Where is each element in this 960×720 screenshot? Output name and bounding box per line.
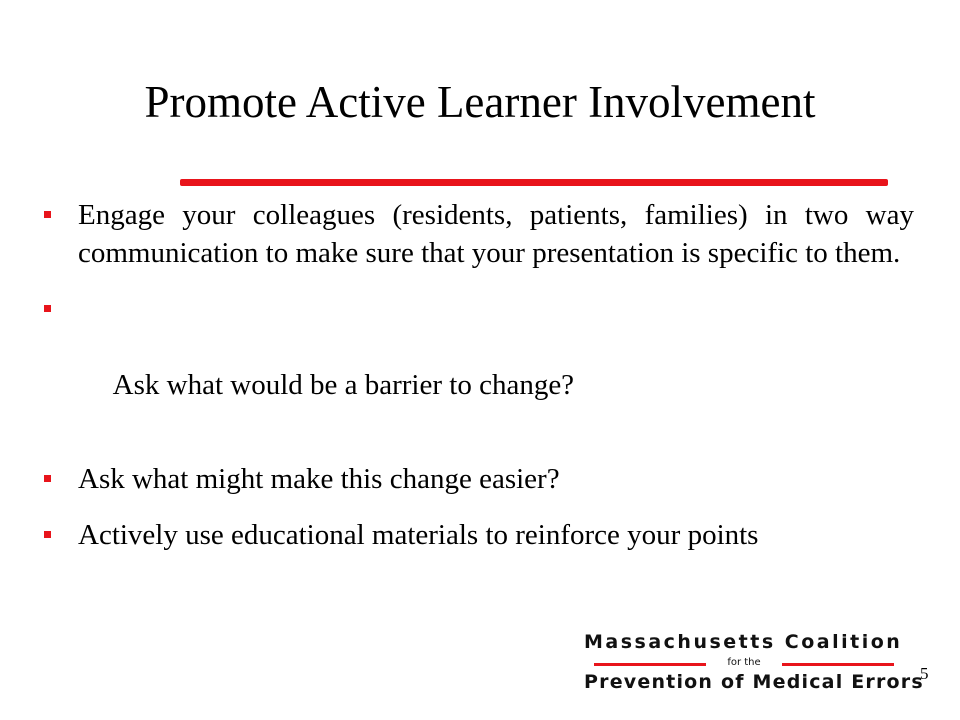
bullet-text: Ask what would be a barrier to change? bbox=[107, 369, 575, 401]
logo-connector-text: for the bbox=[727, 657, 761, 668]
bullet-list bbox=[44, 196, 914, 572]
square-bullet-icon bbox=[44, 475, 51, 482]
bullet-text: Ask what might make this change easier? bbox=[78, 463, 560, 495]
logo-line-2: Prevention of Medical Errors bbox=[584, 671, 924, 693]
square-bullet-icon bbox=[44, 211, 51, 218]
square-bullet-icon bbox=[44, 531, 51, 538]
coalition-logo bbox=[584, 630, 924, 696]
logo-line-1: Massachusetts Coalition bbox=[584, 631, 903, 653]
bullet-item bbox=[44, 196, 914, 272]
bullet-item bbox=[44, 516, 914, 554]
title-underline bbox=[180, 179, 888, 186]
bullet-text: Actively use educational materials to reinforce your points bbox=[78, 519, 759, 551]
page-number: 5 bbox=[920, 664, 929, 683]
logo-connector bbox=[594, 656, 894, 670]
bullet-item bbox=[44, 290, 914, 442]
logo-rule-left bbox=[594, 663, 706, 666]
logo-rule-right bbox=[782, 663, 894, 666]
bullet-item bbox=[44, 460, 914, 498]
square-bullet-icon bbox=[44, 305, 51, 312]
slide-title: Promote Active Learner Involvement bbox=[144, 77, 816, 127]
bullet-text: Engage your colleagues (residents, patients, families) in two way communication to make sure that your presentation is specific to them. bbox=[78, 199, 914, 269]
